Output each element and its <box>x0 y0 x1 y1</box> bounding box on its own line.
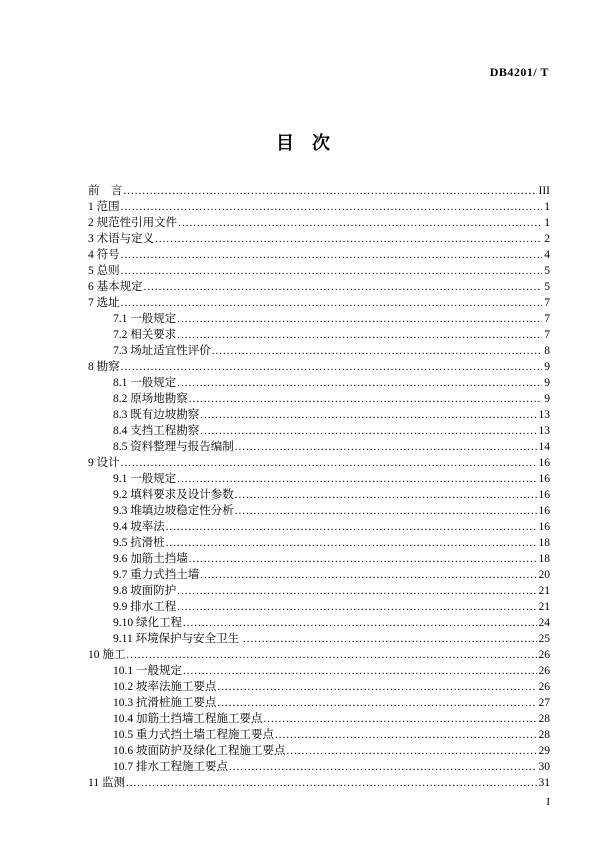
toc-entry <box>88 775 550 791</box>
toc-entry-page: 30 <box>538 761 550 773</box>
toc-entry-page: 18 <box>538 553 550 565</box>
toc-entry <box>88 759 550 775</box>
toc-leader-dots <box>155 231 542 247</box>
toc-entry <box>88 711 550 727</box>
toc-entry <box>88 455 550 471</box>
toc-leader-dots <box>121 263 543 279</box>
toc-entry-label: 10.6 坡面防护及绿化工程施工要点 <box>113 745 286 757</box>
toc-entry-label: 10.4 加筋土挡墙工程施工要点 <box>113 713 263 725</box>
toc-leader-dots <box>189 391 543 407</box>
toc-entry-label: 10.3 抗滑桩施工要点 <box>113 697 217 709</box>
toc-entry-label: 11 监测 <box>88 777 125 789</box>
toc-entry-page: 8 <box>544 345 550 357</box>
toc-entry-page: 28 <box>538 713 550 725</box>
toc-entry <box>88 727 550 743</box>
toc-entry-page: 21 <box>538 601 550 613</box>
toc-entry-page: 5 <box>544 265 550 277</box>
toc-entry-page: 29 <box>538 745 550 757</box>
toc-leader-dots <box>235 487 537 503</box>
toc-entry <box>88 295 550 311</box>
toc-entry <box>88 567 550 583</box>
toc-entry <box>88 583 550 599</box>
toc-leader-dots <box>166 519 537 535</box>
toc-leader-dots <box>121 247 543 263</box>
toc-entry-page: 4 <box>544 249 550 261</box>
toc-leader-dots <box>212 343 543 359</box>
toc-entry <box>88 359 550 375</box>
toc-leader-dots <box>144 279 543 295</box>
toc-entry-page: 25 <box>538 633 550 645</box>
toc-entry-label: 8.5 资料整理与报告编制 <box>113 441 234 453</box>
toc-leader-dots <box>126 775 537 791</box>
toc-leader-dots <box>124 183 537 199</box>
toc-entry-label: 7.1 一般规定 <box>113 313 177 325</box>
toc-entry <box>88 375 550 391</box>
toc-entry-label: 8.4 支挡工程勘察 <box>113 425 200 437</box>
toc-list <box>88 183 550 791</box>
toc-leader-dots <box>178 215 542 231</box>
toc-entry <box>88 407 550 423</box>
toc-entry-page: 7 <box>544 297 550 309</box>
toc-entry-page: 26 <box>538 649 550 661</box>
toc-entry-page: 7 <box>544 313 550 325</box>
toc-entry-page: 16 <box>538 505 550 517</box>
toc-entry-label: 9.10 绿化工程 <box>113 617 182 629</box>
toc-entry-page: 16 <box>538 457 550 469</box>
toc-entry <box>88 487 550 503</box>
toc-entry-page: 24 <box>538 617 550 629</box>
toc-entry-page: 16 <box>538 473 550 485</box>
toc-entry-label: 10.1 一般规定 <box>113 665 182 677</box>
toc-leader-dots <box>200 407 536 423</box>
toc-entry-label: 9.1 一般规定 <box>113 473 177 485</box>
toc-entry-label: 6 基本规定 <box>88 281 143 293</box>
toc-entry <box>88 183 550 199</box>
toc-entry-page: 2 <box>544 233 550 245</box>
toc-entry-page: 21 <box>538 585 550 597</box>
toc-leader-dots <box>177 311 542 327</box>
toc-entry <box>88 471 550 487</box>
toc-entry-label: 9.11 环境保护与安全卫生 <box>113 633 242 645</box>
toc-leader-dots <box>189 551 537 567</box>
toc-entry <box>88 535 550 551</box>
doc-code-header: DB4201/ T <box>489 65 549 79</box>
toc-leader-dots <box>177 375 542 391</box>
toc-entry <box>88 663 550 679</box>
toc-entry-label: 8.1 一般规定 <box>113 377 177 389</box>
toc-entry <box>88 503 550 519</box>
toc-entry-page: 1 <box>544 217 550 229</box>
toc-entry-page: 26 <box>538 665 550 677</box>
toc-entry-label: 3 术语与定义 <box>88 233 155 245</box>
toc-entry-page: 7 <box>544 329 550 341</box>
toc-entry-label: 10.5 重力式挡土墙工程施工要点 <box>113 729 274 741</box>
toc-entry-label: 9.8 坡面防护 <box>113 585 177 597</box>
toc-entry-label: 9.9 排水工程 <box>113 601 177 613</box>
toc-entry-page: 5 <box>544 281 550 293</box>
toc-leader-dots <box>177 599 536 615</box>
toc-entry <box>88 423 550 439</box>
toc-entry <box>88 343 550 359</box>
toc-entry-label: 7 选址 <box>88 297 120 309</box>
toc-entry <box>88 743 550 759</box>
toc-leader-dots <box>200 423 536 439</box>
toc-entry <box>88 247 550 263</box>
toc-entry-page: 14 <box>538 441 550 453</box>
toc-entry-page: 9 <box>544 361 550 373</box>
toc-entry <box>88 551 550 567</box>
toc-leader-dots <box>287 743 537 759</box>
toc-entry <box>88 311 550 327</box>
toc-entry <box>88 679 550 695</box>
toc-leader-dots <box>177 471 536 487</box>
toc-entry-label: 9.5 抗滑桩 <box>113 537 165 549</box>
toc-leader-dots <box>177 583 536 599</box>
toc-leader-dots <box>235 503 537 519</box>
toc-entry <box>88 391 550 407</box>
toc-leader-dots <box>235 439 537 455</box>
toc-entry-label: 10.2 坡率法施工要点 <box>113 681 217 693</box>
toc-entry-label: 7.3 场址适宜性评价 <box>113 345 211 357</box>
toc-leader-dots <box>177 327 542 343</box>
toc-entry-label: 5 总则 <box>88 265 120 277</box>
toc-entry <box>88 199 550 215</box>
toc-entry-label: 9.6 加筋土挡墙 <box>113 553 188 565</box>
toc-entry <box>88 615 550 631</box>
toc-entry-page: 27 <box>538 697 550 709</box>
toc-entry-label: 8 勘察 <box>88 361 120 373</box>
toc-entry-label: 9.3 堆填边坡稳定性分析 <box>113 505 234 517</box>
toc-leader-dots <box>183 615 537 631</box>
toc-entry-page: 26 <box>538 681 550 693</box>
toc-entry-page: 13 <box>538 425 550 437</box>
toc-leader-dots <box>243 631 537 647</box>
toc-leader-dots <box>183 663 537 679</box>
toc-entry <box>88 327 550 343</box>
toc-entry-label: 前 言 <box>88 185 123 197</box>
toc-entry-label: 8.2 原场地勘察 <box>113 393 188 405</box>
page-title: 目 次 <box>276 133 330 153</box>
toc-leader-dots <box>121 295 543 311</box>
toc-leader-dots <box>218 679 537 695</box>
toc-leader-dots <box>121 359 543 375</box>
toc-entry <box>88 263 550 279</box>
toc-entry-label: 10.7 排水工程施工要点 <box>113 761 228 773</box>
toc-entry-label: 7.2 相关要求 <box>113 329 177 341</box>
toc-leader-dots <box>218 695 537 711</box>
toc-entry-label: 4 符号 <box>88 249 120 261</box>
toc-entry-page: 16 <box>538 521 550 533</box>
toc-leader-dots <box>121 199 543 215</box>
toc-entry-label: 9 设计 <box>88 457 120 469</box>
toc-leader-dots <box>275 727 537 743</box>
toc-entry-page: 31 <box>538 777 550 789</box>
toc-entry <box>88 279 550 295</box>
toc-leader-dots <box>121 455 537 471</box>
toc-leader-dots <box>264 711 537 727</box>
toc-entry-label: 10 施工 <box>88 649 126 661</box>
toc-entry <box>88 519 550 535</box>
toc-entry <box>88 599 550 615</box>
toc-entry-label: 9.4 坡率法 <box>113 521 165 533</box>
toc-entry-label: 9.2 填料要求及设计参数 <box>113 489 234 501</box>
toc-entry-label: 9.7 重力式挡土墙 <box>113 569 200 581</box>
toc-entry <box>88 631 550 647</box>
toc-entry-label: 2 规范性引用文件 <box>88 217 178 229</box>
toc-entry-page: 9 <box>544 377 550 389</box>
toc-leader-dots <box>200 567 536 583</box>
toc-entry-page: 16 <box>538 489 550 501</box>
toc-entry <box>88 231 550 247</box>
toc-leader-dots <box>126 647 536 663</box>
toc-entry <box>88 439 550 455</box>
footer-page-number: I <box>546 796 550 808</box>
toc-entry-page: 9 <box>544 393 550 405</box>
toc-leader-dots <box>229 759 537 775</box>
toc-entry-page: 20 <box>538 569 550 581</box>
toc-entry-page: 1 <box>544 201 550 213</box>
toc-entry <box>88 215 550 231</box>
toc-entry-label: 1 范围 <box>88 201 120 213</box>
toc-entry-page: 13 <box>538 409 550 421</box>
toc-entry <box>88 695 550 711</box>
toc-entry-page: 18 <box>538 537 550 549</box>
toc-entry-page: 28 <box>538 729 550 741</box>
toc-entry-label: 8.3 既有边坡勘察 <box>113 409 200 421</box>
toc-entry-page: III <box>538 185 550 197</box>
toc-leader-dots <box>166 535 537 551</box>
toc-entry <box>88 647 550 663</box>
